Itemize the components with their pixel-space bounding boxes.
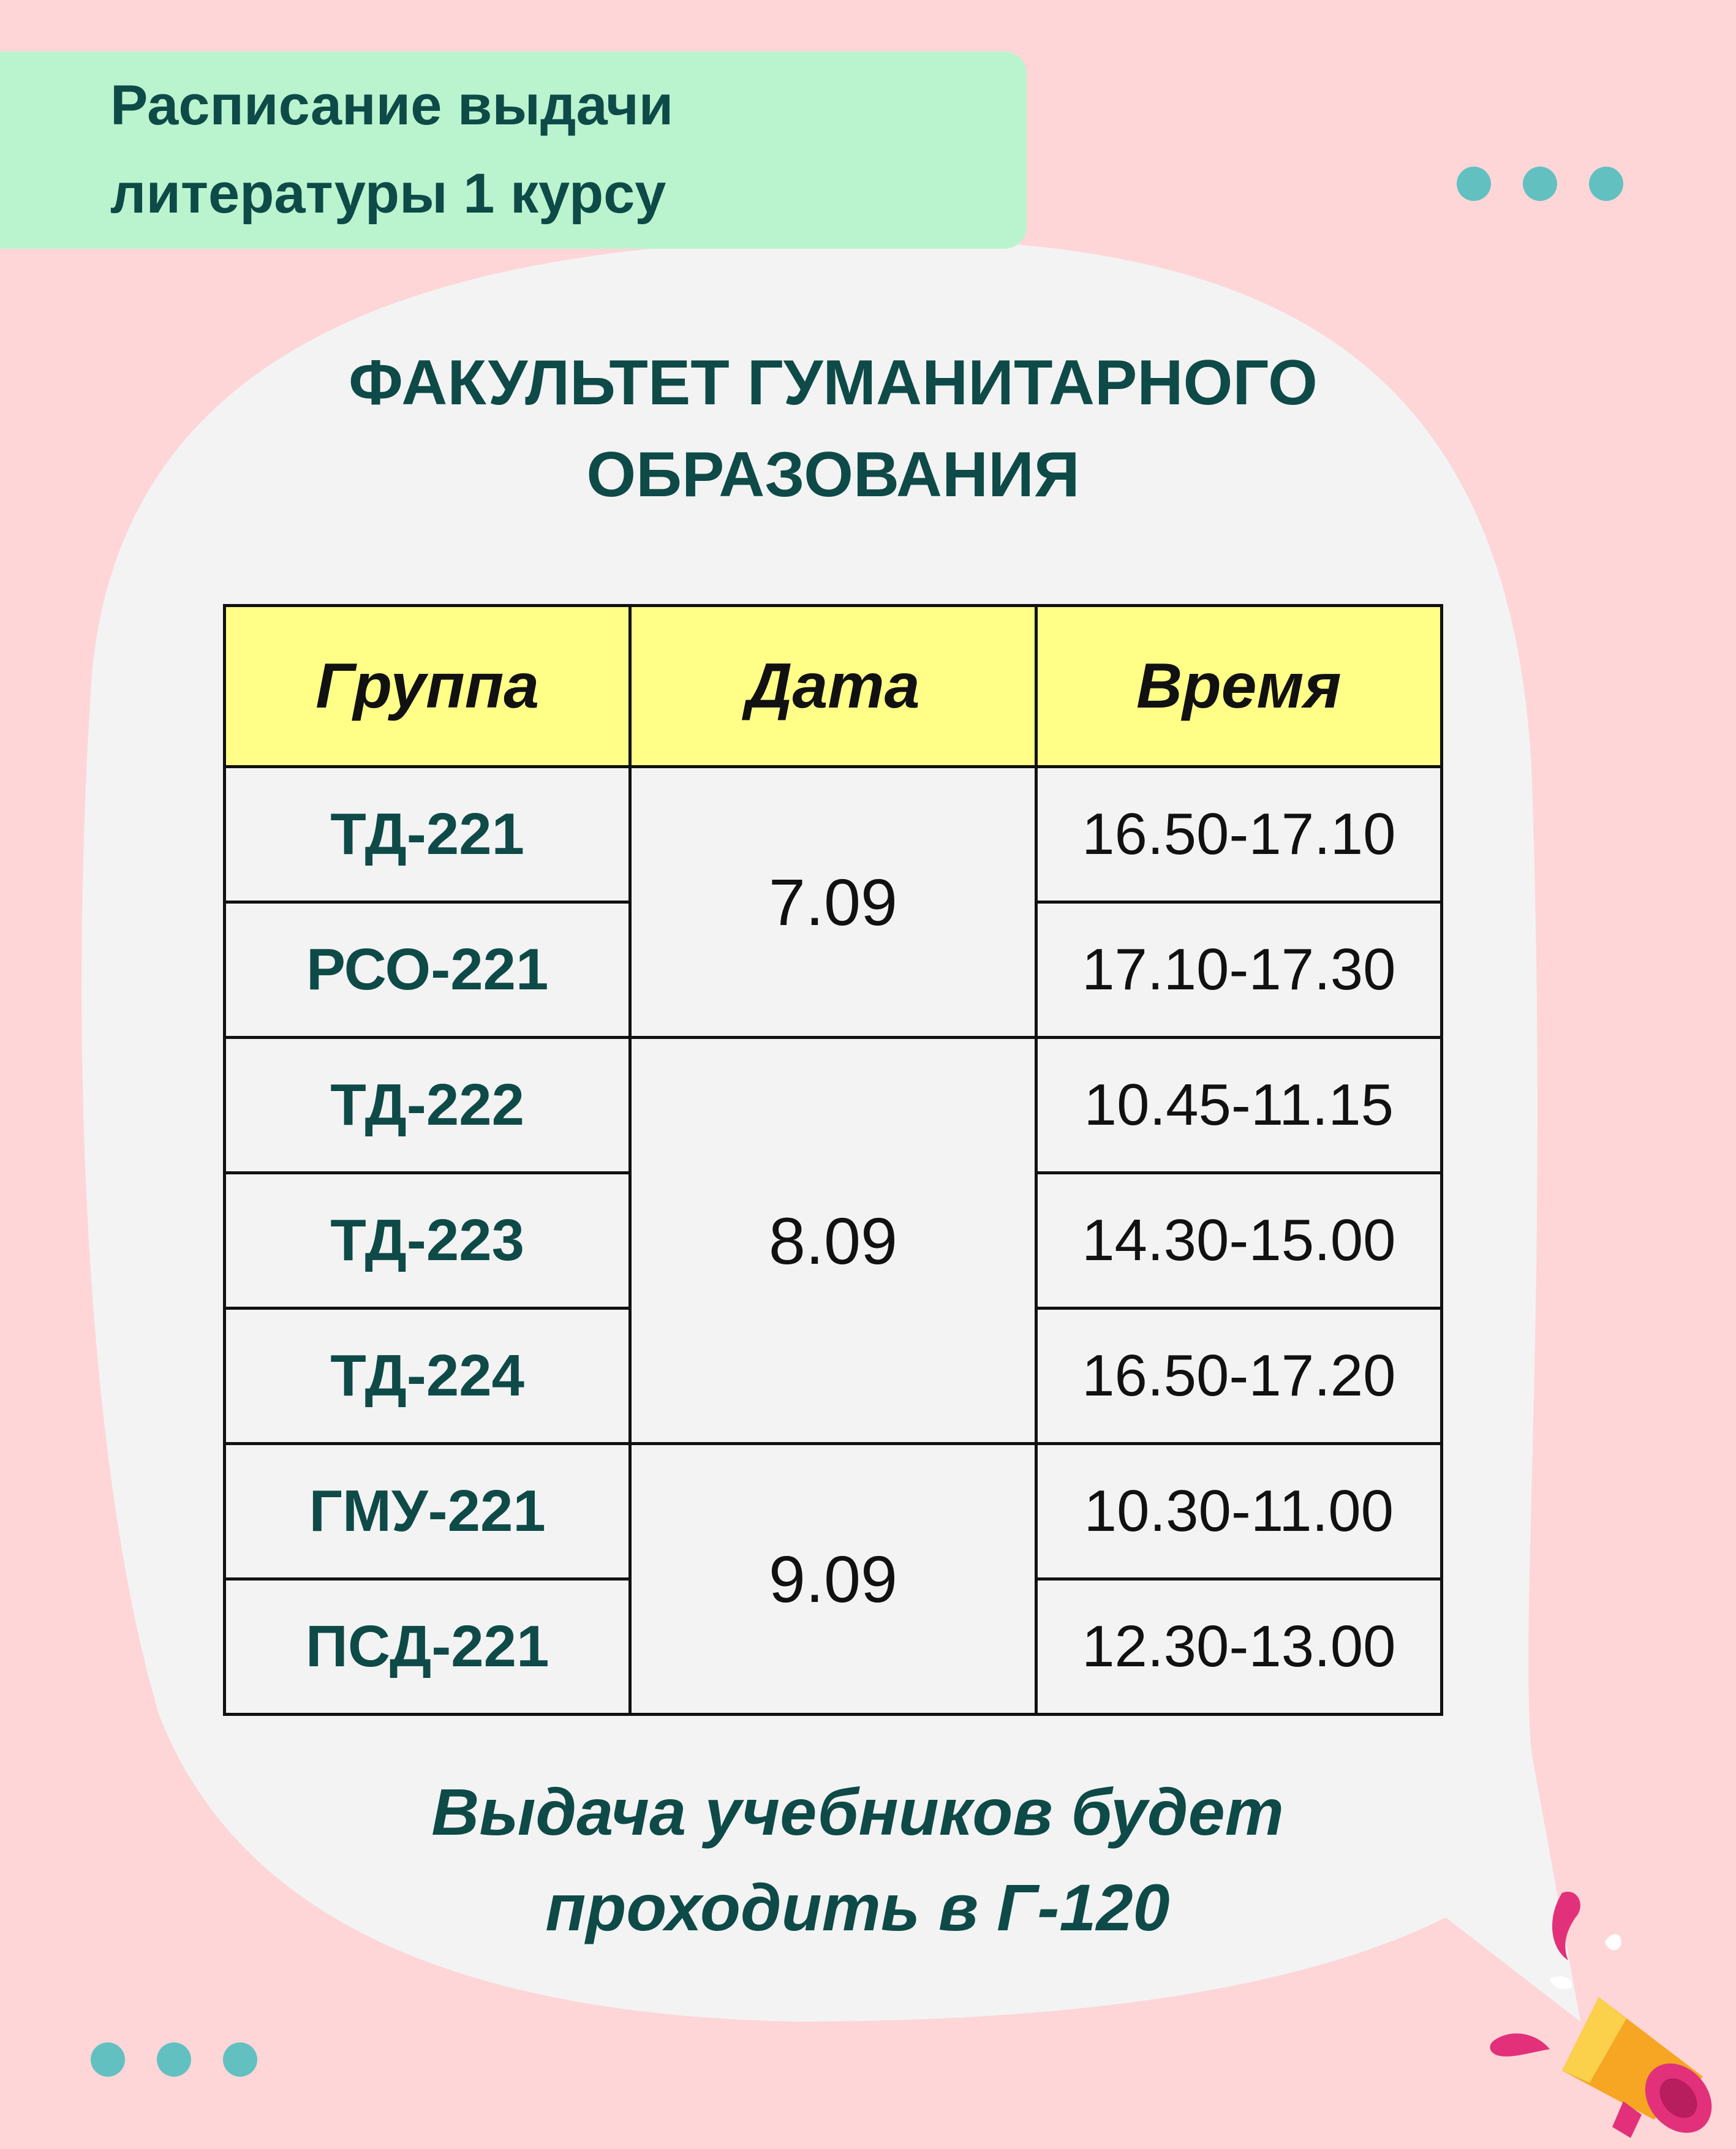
time-cell: 12.30-13.00 (1036, 1579, 1441, 1715)
time-cell: 16.50-17.10 (1036, 767, 1441, 902)
date-cell: 8.09 (630, 1038, 1036, 1444)
group-cell: ТД-221 (225, 767, 630, 902)
group-cell: ТД-223 (225, 1173, 630, 1309)
time-cell: 10.30-11.00 (1036, 1444, 1441, 1579)
page-title (110, 61, 998, 238)
footer-note-line-2: проходить в Г-120 (545, 1870, 1170, 1944)
footer-note-line-1: Выдача учебников будет (431, 1775, 1284, 1849)
schedule-table (223, 604, 1443, 1716)
time-cell: 14.30-15.00 (1036, 1173, 1441, 1309)
table-row (225, 767, 1442, 902)
dot (1589, 167, 1623, 201)
group-cell: ТД-224 (225, 1309, 630, 1444)
time-cell: 10.45-11.15 (1036, 1038, 1441, 1173)
column-header-time: Время (1036, 606, 1441, 767)
dot (1457, 167, 1491, 201)
group-cell: ПСД-221 (225, 1579, 630, 1715)
group-cell: ГМУ-221 (225, 1444, 630, 1579)
date-cell: 7.09 (630, 767, 1036, 1038)
time-cell: 17.10-17.30 (1036, 902, 1441, 1038)
group-cell: ТД-222 (225, 1038, 630, 1173)
faculty-heading-line-1: ФАКУЛЬТЕТ ГУМАНИТАРНОГО (349, 347, 1318, 418)
table-row (225, 1038, 1442, 1173)
dot (223, 2042, 257, 2077)
table-row (225, 1444, 1442, 1579)
dots-icon (1457, 167, 1623, 201)
dots-icon (91, 2042, 257, 2077)
faculty-heading (245, 337, 1421, 521)
page-title-line-2: литературы 1 курсу (110, 162, 666, 225)
page-title-line-1: Расписание выдачи (110, 74, 674, 137)
footer-note (245, 1764, 1470, 1955)
dot (91, 2042, 125, 2077)
megaphone-icon (1470, 1875, 1736, 2149)
dot (1523, 167, 1557, 201)
date-cell: 9.09 (630, 1444, 1036, 1715)
faculty-heading-line-2: ОБРАЗОВАНИЯ (586, 439, 1080, 510)
time-cell: 16.50-17.20 (1036, 1309, 1441, 1444)
column-header-date: Дата (630, 606, 1036, 767)
column-header-group: Группа (225, 606, 630, 767)
dot (157, 2042, 191, 2077)
table-header-row (225, 606, 1442, 767)
group-cell: РСО-221 (225, 902, 630, 1038)
